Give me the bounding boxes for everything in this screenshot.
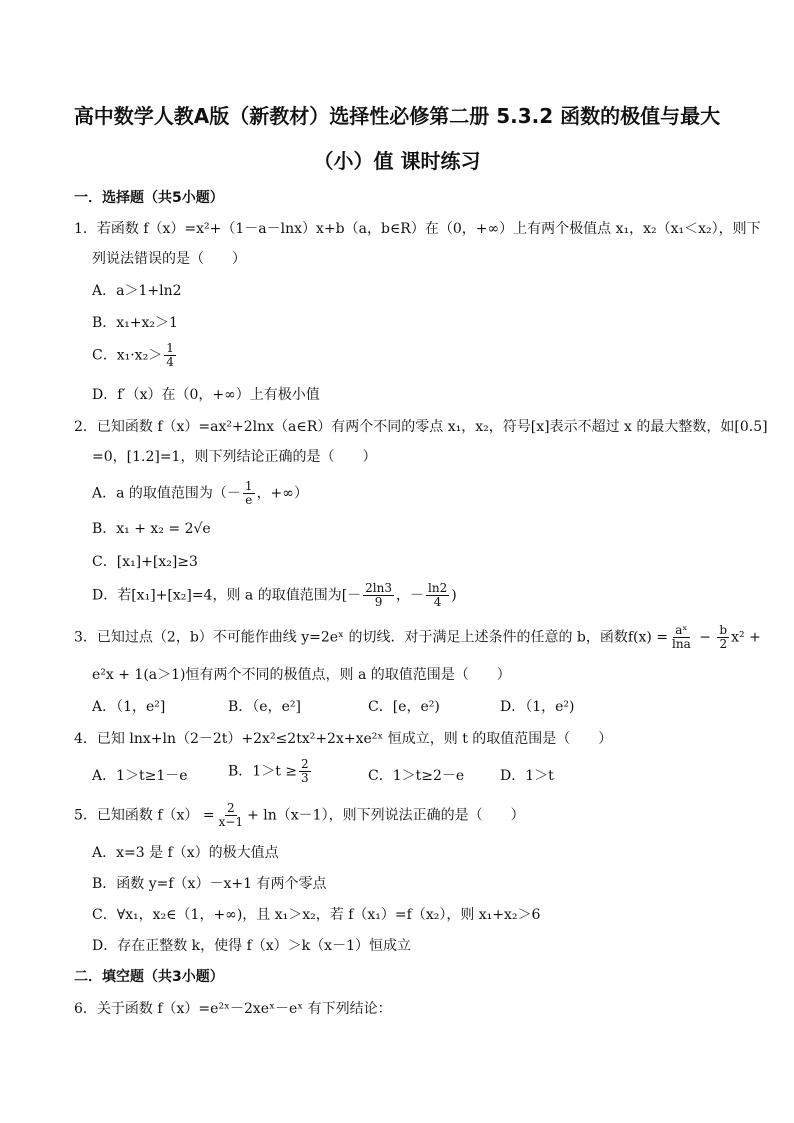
q2-option-a-tail: ，+∞）: [256, 485, 308, 502]
q2-a-denominator: e: [245, 493, 253, 507]
q4-option-c: C．1＞t≥2－e: [368, 768, 465, 784]
q4-option-d: D．1＞t: [500, 768, 554, 784]
q1-stem-line1: 1．若函数 f（x）=x²+（1－a－lnx）x+b（a，b∈R）在（0，+∞）上有两个极值点 x₁，x₂（x₁＜x₂），则下: [74, 221, 761, 237]
q2-option-d-fraction1: [363, 582, 394, 609]
q3-numerator1: aˣ: [675, 623, 688, 637]
page-title-line1: 高中数学人教A版（新教材）选择性必修第二册 5.3.2 函数的极值与最大: [73, 104, 721, 128]
section-heading-fill: 二．填空题（共3小题）: [74, 969, 224, 985]
q2-d-denominator1: 9: [374, 595, 383, 609]
q2-a-numerator: 1: [244, 479, 253, 493]
q1-option-c: [92, 342, 178, 369]
q3-numerator2: b: [719, 623, 728, 637]
q4-option-b-fraction: [299, 758, 311, 785]
section-heading-choice: 一．选择题（共5小题）: [74, 190, 224, 206]
q3-denominator2: 2: [719, 637, 728, 651]
q2-option-d-tail: ): [451, 587, 457, 604]
q2-option-d-text: D．若[x₁]+[x₂]=4，则 a 的取值范围为[－: [92, 587, 362, 604]
q1-option-c-fraction: [164, 342, 176, 369]
q2-option-d-fraction2: [426, 582, 449, 609]
q3-denominator1: lna: [672, 637, 691, 651]
q5-stem-tail: + ln（x－1），则下列说法正确的是（ ）: [247, 807, 525, 824]
q1-option-b: B．x₁+x₂＞1: [92, 315, 178, 331]
q4-option-b-text: B．1＞t ≥: [228, 763, 298, 780]
q3-option-d: D．（1，e²): [500, 699, 575, 715]
q2-option-d: [92, 582, 457, 609]
q4-b-denominator: 3: [301, 771, 309, 785]
q3-stem-line2: e²x + 1(a＞1)恒有两个不同的极值点，则 a 的取值范围是（ ）: [92, 667, 511, 683]
q2-stem-line1: 2．已知函数 f（x）=ax²+2lnx（a∈R）有两个不同的零点 x₁，x₂，符号[x]表示不超过 x 的最大整数，如[0.5]: [74, 419, 768, 435]
q3-stem-tail: x² +: [731, 629, 761, 646]
q5-stem-line1: [74, 802, 525, 829]
q2-d-numerator1: 2ln3: [365, 581, 393, 595]
q3-option-b: B．（e，e²]: [228, 699, 301, 715]
q4-option-b: [228, 758, 313, 785]
q3-stem-line1: [74, 624, 761, 651]
page-title-line2: （小）值 课时练习: [313, 149, 481, 173]
q3-fraction2: [717, 624, 729, 651]
q1-c-denominator: 4: [166, 355, 174, 369]
q2-option-a-fraction: [243, 480, 255, 507]
q4-stem-line1: 4．已知 lnx+ln（2－2t）+2x²≤2tx²+2x+xe²ˣ 恒成立，则 t 的取值范围是（ ）: [74, 731, 613, 747]
q2-option-c: C．[x₁]+[x₂]≥3: [92, 554, 198, 570]
q2-option-a: [92, 480, 308, 507]
q2-d-denominator2: 4: [433, 595, 442, 609]
q5-option-a: A．x=3 是 f（x）的极大值点: [92, 845, 279, 861]
q3-stem-text: 3．已知过点（2，b）不可能作曲线 y=2eˣ 的切线．对于满足上述条件的任意的 b，函数f(x) =: [74, 629, 669, 646]
q1-option-c-text: C．x₁·x₂＞: [92, 347, 163, 364]
q6-stem-line1: 6．关于函数 f（x）=e²ˣ－2xeˣ－eˣ 有下列结论：: [74, 1001, 392, 1017]
q5-numerator: 2: [227, 801, 235, 815]
q5-option-b: B．函数 y=f（x）－x+1 有两个零点: [92, 876, 327, 892]
q5-fraction: [217, 802, 245, 829]
q2-d-numerator2: ln2: [428, 581, 448, 595]
q3-fraction1: [670, 624, 693, 651]
q4-b-numerator: 2: [301, 757, 309, 771]
q1-option-d: D．f′（x）在（0，+∞）上有极小值: [92, 387, 320, 403]
q1-stem-line2: 列说法错误的是（ ）: [92, 251, 246, 267]
q5-stem-text: 5．已知函数 f（x） =: [74, 807, 215, 824]
q2-option-d-mid: ，－: [396, 587, 425, 604]
q5-denominator: x−1: [218, 815, 244, 829]
q4-option-a: A．1＞t≥1－e: [92, 768, 188, 784]
q2-option-a-text: A．a 的取值范围为（－: [92, 485, 241, 502]
q3-option-c: C．[e，e²): [368, 699, 440, 715]
q1-c-numerator: 1: [166, 341, 174, 355]
q2-option-b: B．x₁ + x₂ = 2√e: [92, 521, 211, 537]
q2-stem-line2: =0，[1.2]=1，则下列结论正确的是（ ）: [92, 449, 377, 465]
q1-option-a: A．a＞1+ln2: [92, 283, 182, 299]
q5-option-d: D．存在正整数 k，使得 f（x）＞k（x－1）恒成立: [92, 938, 411, 954]
q5-option-c: C．∀x₁，x₂∈（1，+∞)，且 x₁＞x₂，若 f（x₁）=f（x₂），则 x₁+x₂＞6: [92, 907, 541, 923]
q3-minus: −: [694, 629, 716, 646]
q3-option-a: A．（1，e²]: [92, 699, 166, 715]
